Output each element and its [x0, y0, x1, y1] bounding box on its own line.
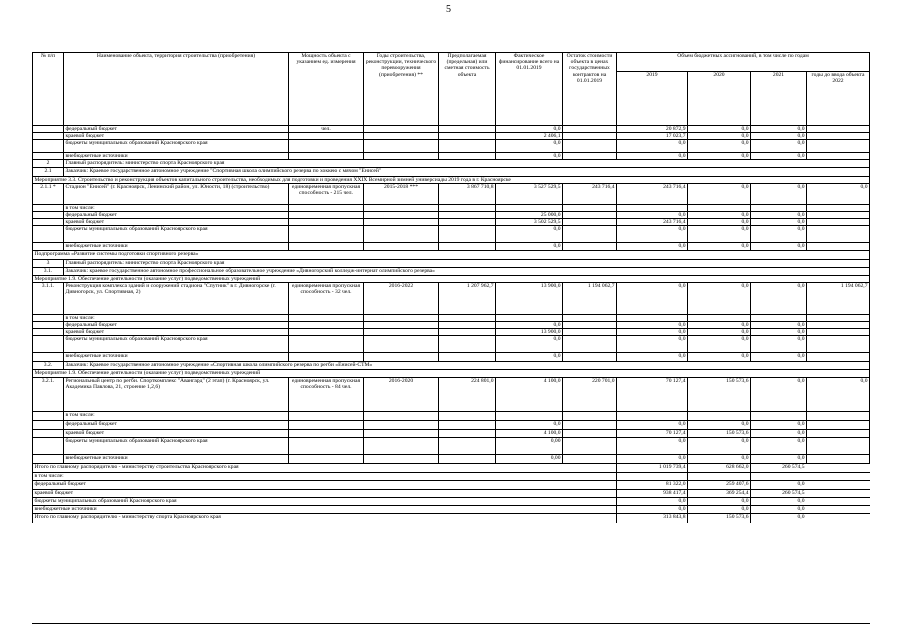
- cell-col-5: 0,0: [495, 140, 562, 152]
- header-group: Объем бюджетных ассигнований, в том числе по годам: [616, 53, 870, 72]
- total-2020: 369 254,4: [687, 490, 750, 497]
- cell-col-7: 70 127,4: [616, 378, 687, 411]
- cell-col-5: 0,0: [495, 226, 562, 242]
- table-row: [32, 472, 870, 480]
- cell-col-3: [363, 455, 438, 463]
- cell-col-4: [438, 430, 495, 437]
- cell-col-3: [363, 438, 438, 454]
- cell-col-5: 0,0: [495, 126, 562, 132]
- cell-col-2: [288, 336, 363, 352]
- cell-col-2: [288, 140, 363, 152]
- header-years: Годы строительства, реконструкции, технического перевооружения (приобретения) **: [363, 53, 438, 125]
- cell-col-2: единовременная пропускная способность - 215 чел.: [288, 184, 363, 204]
- table-row: [32, 420, 870, 429]
- cell-col-4: 3 867 710,8: [438, 184, 495, 204]
- cell-col-7: 0,0: [616, 226, 687, 242]
- row-span-text: Главный распорядитель: министерство спорта Красноярского края: [63, 160, 870, 167]
- cell-col-1: краевой бюджет: [63, 329, 288, 335]
- cell-col-9: 0,0: [750, 153, 806, 159]
- total-2019: [616, 473, 687, 480]
- table-row: [32, 489, 870, 497]
- cell-col-9: 0,0: [750, 336, 806, 352]
- cell-col-10: [806, 430, 870, 437]
- cell-num: 3: [32, 260, 63, 267]
- cell-col-10: [806, 421, 870, 429]
- row-full-text: Подпрограмма «Развитие системы подготовки спортивного резерва»: [32, 251, 870, 259]
- cell-col-10: [806, 226, 870, 242]
- cell-col-1: Реконструкция комплекса зданий и сооружений стадиона "Спутник" в г. Дивногорске (г. Дивногорск, ул. Спортивная, 2): [63, 283, 288, 314]
- cell-col-0: 3.2.1.: [32, 378, 63, 411]
- cell-col-8: 0,0: [687, 329, 750, 335]
- cell-col-0: [32, 140, 63, 152]
- cell-col-1: в том числе:: [63, 205, 288, 211]
- cell-col-10: [806, 140, 870, 152]
- cell-col-5: [495, 412, 562, 420]
- cell-col-6: [562, 421, 616, 429]
- cell-col-1: федеральный бюджет: [63, 322, 288, 328]
- cell-col-2: [288, 430, 363, 437]
- row-full-text: Мероприятие 1.9. Обеспечение деятельности (оказание услуг) подведомственных учреждений: [32, 370, 870, 377]
- total-label: внебюджетные источники: [32, 506, 616, 513]
- cell-col-3: 2016-2020: [363, 378, 438, 411]
- table-row: [32, 183, 870, 204]
- header-name: Наименование объекта, территория строительства (приобретения): [63, 53, 288, 125]
- total-2020: 0,0: [687, 498, 750, 505]
- cell-col-1: Региональный центр по регби. Спорткомплекс "Авангард" (2 этап) (г. Красноярск, ул. Академика Павлова, 21, строение 1,2,6): [63, 378, 288, 411]
- cell-col-9: 0,0: [750, 421, 806, 429]
- table-row: [32, 267, 870, 275]
- cell-col-9: 0,0: [750, 184, 806, 204]
- cell-col-8: 0,0: [687, 353, 750, 361]
- cell-col-10: [806, 438, 870, 454]
- cell-col-4: [438, 412, 495, 420]
- cell-col-3: 2016-2022: [363, 283, 438, 314]
- cell-col-7: 0,0: [616, 336, 687, 352]
- cell-col-1: в том числе:: [63, 315, 288, 321]
- cell-col-9: 0,0: [750, 430, 806, 437]
- cell-col-5: 0,0: [495, 421, 562, 429]
- cell-col-10: 1 194 062,7: [806, 283, 870, 314]
- total-2020: [687, 473, 750, 480]
- cell-col-2: [288, 438, 363, 454]
- cell-col-10: [806, 455, 870, 463]
- cell-col-7: 243 716,4: [616, 219, 687, 225]
- total-2020: 628 662,0: [687, 464, 750, 472]
- cell-col-0: [32, 412, 63, 420]
- cell-col-4: [438, 243, 495, 250]
- cell-col-4: [438, 140, 495, 152]
- cell-col-7: 17 023,7: [616, 133, 687, 139]
- total-2019: 1 019 739,4: [616, 464, 687, 472]
- header-2020: 2020: [687, 72, 750, 126]
- cell-col-9: 0,0: [750, 322, 806, 328]
- table-row: [32, 454, 870, 463]
- table-row: [32, 282, 870, 314]
- cell-col-6: 220 701,0: [562, 378, 616, 411]
- budget-table: [32, 52, 870, 624]
- cell-col-1: в том числе:: [63, 412, 288, 420]
- cell-col-7: 70 127,4: [616, 430, 687, 437]
- cell-num: 2.1: [32, 168, 63, 176]
- cell-col-2: [288, 353, 363, 361]
- cell-col-0: [32, 438, 63, 454]
- cell-col-5: 13 900,0: [495, 329, 562, 335]
- cell-col-7: 0,0: [616, 455, 687, 463]
- cell-col-1: внебюджетные источники: [63, 353, 288, 361]
- cell-col-3: [363, 353, 438, 361]
- cell-col-7: 20 872,9: [616, 126, 687, 132]
- table-row: [32, 204, 870, 211]
- cell-col-8: [687, 412, 750, 420]
- cell-col-10: [806, 336, 870, 352]
- cell-col-7: 0,0: [616, 329, 687, 335]
- cell-col-1: федеральный бюджет: [63, 421, 288, 429]
- row-span-text: Заказчик: Краевое государственное автономное учреждение «Спортивная школа олимпийского резерва по регби «Енисей-СТМ»: [63, 362, 870, 369]
- cell-col-1: краевой бюджет: [63, 430, 288, 437]
- cell-col-8: 0,0: [687, 283, 750, 314]
- table-row: [32, 176, 870, 183]
- cell-col-0: [32, 226, 63, 242]
- cell-col-1: бюджеты муниципальных образований Красноярского края: [63, 140, 288, 152]
- cell-col-1: бюджеты муниципальных образований Красноярского края: [63, 226, 288, 242]
- page-number: 5: [446, 4, 451, 15]
- cell-col-4: [438, 455, 495, 463]
- cell-col-6: 1 194 062,7: [562, 283, 616, 314]
- cell-col-2: [288, 243, 363, 250]
- cell-col-8: 0,0: [687, 336, 750, 352]
- table-row: [32, 218, 870, 225]
- cell-col-9: 0,0: [750, 283, 806, 314]
- row-full-text: Мероприятие 1.9. Обеспечение деятельности (оказание услуг) подведомственных учреждений: [32, 276, 870, 282]
- cell-col-5: 2 406,1: [495, 133, 562, 139]
- table-row: [32, 321, 870, 328]
- cell-col-6: [562, 455, 616, 463]
- table-row: [32, 152, 870, 159]
- cell-col-3: [363, 421, 438, 429]
- cell-col-1: бюджеты муниципальных образований Красноярского края: [63, 438, 288, 454]
- total-label: в том числе:: [32, 473, 616, 480]
- cell-col-7: 0,0: [616, 243, 687, 250]
- cell-col-4: [438, 226, 495, 242]
- cell-col-0: 2.1.1 *: [32, 184, 63, 204]
- table-row: [32, 225, 870, 242]
- table-row: [32, 513, 870, 523]
- table-row: [32, 411, 870, 420]
- table-row: [32, 335, 870, 352]
- cell-num: 3.2.: [32, 362, 63, 369]
- total-label: краевой бюджет: [32, 490, 616, 497]
- cell-col-8: 0,0: [687, 219, 750, 225]
- cell-col-7: 0,0: [616, 353, 687, 361]
- header-2019: 2019: [616, 72, 687, 126]
- total-2021: 0,0: [750, 506, 806, 513]
- table-row: [32, 242, 870, 250]
- table-row: [32, 352, 870, 361]
- cell-col-2: чел.: [288, 126, 363, 132]
- cell-col-7: 0,0: [616, 212, 687, 218]
- table-bottom-border: [32, 623, 870, 624]
- cell-col-0: [32, 353, 63, 361]
- table-row: [32, 139, 870, 152]
- header-until-commissioning: [806, 72, 870, 126]
- header-until-label: годы до ввода объекта: [811, 72, 865, 78]
- cell-col-1: федеральный бюджет: [63, 126, 288, 132]
- cell-col-3: [363, 412, 438, 420]
- cell-col-2: единовременная пропускная способность - 84 чел.: [288, 378, 363, 411]
- cell-col-4: [438, 353, 495, 361]
- cell-col-2: [288, 421, 363, 429]
- cell-col-7: 0,0: [616, 283, 687, 314]
- cell-col-1: внебюджетные источники: [63, 243, 288, 250]
- cell-col-2: [288, 226, 363, 242]
- cell-col-6: [562, 140, 616, 152]
- cell-col-2: [288, 412, 363, 420]
- cell-col-0: [32, 336, 63, 352]
- cell-col-3: 2015-2018 ***: [363, 184, 438, 204]
- cell-col-8: 0,0: [687, 226, 750, 242]
- cell-col-7: 0,0: [616, 322, 687, 328]
- cell-col-9: 0,0: [750, 378, 806, 411]
- cell-col-1: краевой бюджет: [63, 219, 288, 225]
- cell-col-8: 0,0: [687, 243, 750, 250]
- total-2021: 260 574,5: [750, 464, 806, 472]
- cell-col-8: 150 573,6: [687, 378, 750, 411]
- cell-col-8: 150 573,6: [687, 430, 750, 437]
- cell-col-6: [562, 243, 616, 250]
- table-row: [32, 505, 870, 513]
- table-row: [32, 480, 870, 489]
- cell-col-5: 4 100,0: [495, 430, 562, 437]
- cell-col-4: [438, 438, 495, 454]
- cell-col-1: Стадион "Енисей" (г. Красноярск, Ленинский район, ул. Юности, 18) (строительство): [63, 184, 288, 204]
- cell-col-3: [363, 336, 438, 352]
- cell-col-4: [438, 336, 495, 352]
- table-row: [32, 497, 870, 505]
- total-2021: 0,0: [750, 481, 806, 489]
- cell-col-8: 0,0: [687, 438, 750, 454]
- table-row: [32, 125, 870, 132]
- total-label: федеральный бюджет: [32, 481, 616, 489]
- cell-col-5: 0,00: [495, 455, 562, 463]
- total-2019: 313 843,8: [616, 514, 687, 523]
- cell-col-6: 243 716,4: [562, 184, 616, 204]
- header-2021: 2021: [750, 72, 806, 126]
- table-row: [32, 211, 870, 218]
- cell-col-6: [562, 353, 616, 361]
- cell-col-7: 0,0: [616, 438, 687, 454]
- cell-col-4: 224 801,0: [438, 378, 495, 411]
- total-2021: 0,0: [750, 498, 806, 505]
- cell-col-6: [562, 412, 616, 420]
- table-row: [32, 159, 870, 167]
- cell-col-1: федеральный бюджет: [63, 212, 288, 218]
- cell-col-8: 0,0: [687, 455, 750, 463]
- cell-num: 3.1.: [32, 268, 63, 275]
- table-row: [32, 361, 870, 369]
- header-actual: Фактическое финансирование всего на 01.01.2019: [495, 53, 562, 125]
- cell-col-8: 0,0: [687, 153, 750, 159]
- cell-col-8: 0,0: [687, 421, 750, 429]
- total-2020: 0,0: [687, 506, 750, 513]
- cell-col-6: [562, 336, 616, 352]
- total-2021: 0,0: [750, 514, 806, 523]
- cell-col-7: [616, 412, 687, 420]
- table-row: [32, 250, 870, 259]
- cell-col-3: [363, 140, 438, 152]
- total-label: бюджеты муниципальных образований Красноярского края: [32, 498, 616, 505]
- cell-col-9: 0,0: [750, 140, 806, 152]
- total-2019: 938 417,4: [616, 490, 687, 497]
- table-row: [32, 429, 870, 437]
- header-num: № п/п: [32, 53, 63, 125]
- row-span-text: Главный распорядитель: министерство спорта Красноярского края: [63, 260, 870, 267]
- row-full-text: Мероприятие 3.3. Строительство и реконструкция объектов капитального строительства, необходимых для подготовки и проведения XXIX Всемирной зимней универсиады 2019 года в г. Красноярске: [32, 177, 870, 183]
- cell-col-1: краевой бюджет: [63, 133, 288, 139]
- table-row: [32, 275, 870, 282]
- cell-col-5: 0,0: [495, 153, 562, 159]
- cell-col-5: 13 900,0: [495, 283, 562, 314]
- cell-col-0: [32, 243, 63, 250]
- total-label: Итого по главному распорядителю - министерству спорта Красноярского края: [32, 514, 616, 523]
- cell-col-10: [806, 412, 870, 420]
- table-row: [32, 377, 870, 411]
- cell-col-2: единовременная пропускная способность - 32 чел.: [288, 283, 363, 314]
- cell-col-8: 0,0: [687, 140, 750, 152]
- cell-col-1: внебюджетные источники: [63, 153, 288, 159]
- cell-col-9: 0,0: [750, 438, 806, 454]
- cell-col-6: [562, 226, 616, 242]
- total-2021: [750, 473, 806, 480]
- cell-col-10: 0,0: [806, 184, 870, 204]
- total-2021: 260 574,5: [750, 490, 806, 497]
- cell-num: 2: [32, 160, 63, 167]
- cell-col-2: [288, 455, 363, 463]
- cell-col-9: 0,0: [750, 133, 806, 139]
- cell-col-8: 0,0: [687, 184, 750, 204]
- cell-col-7: 0,0: [616, 421, 687, 429]
- cell-col-6: [562, 430, 616, 437]
- cell-col-7: 0,0: [616, 140, 687, 152]
- row-span-text: Заказчик: Краевое государственное автономное учреждение "Спортивная школа олимпийского резерва по хоккею с мячом "Енисей": [63, 168, 870, 176]
- cell-col-5: 3 502 529,5: [495, 219, 562, 225]
- cell-col-5: 0,0: [495, 243, 562, 250]
- cell-col-5: 4 100,0: [495, 378, 562, 411]
- cell-col-9: [750, 412, 806, 420]
- cell-col-5: 25 000,0: [495, 212, 562, 218]
- table-row: [32, 437, 870, 454]
- header-cost: Предполагаемая (предельная) или сметная стоимость объекта: [438, 53, 495, 125]
- total-label: Итого по главному распорядителю - министерству строительства Красноярского края: [32, 464, 616, 472]
- cell-col-8: 0,0: [687, 133, 750, 139]
- total-2019: 81 322,0: [616, 481, 687, 489]
- table-row: [32, 328, 870, 335]
- cell-col-9: 0,0: [750, 226, 806, 242]
- table-row: [32, 463, 870, 472]
- row-span-text: Заказчик: краевое государственное автономное профессиональное образовательное учреждение «Дивногорский колледж-интернат олимпийского резерва»: [63, 268, 870, 275]
- cell-col-0: [32, 421, 63, 429]
- cell-col-7: 243 716,4: [616, 184, 687, 204]
- total-2020: 259 407,6: [687, 481, 750, 489]
- cell-col-10: 0,0: [806, 378, 870, 411]
- cell-col-5: 0,00: [495, 438, 562, 454]
- cell-col-9: 0,0: [750, 212, 806, 218]
- table-row: [32, 167, 870, 176]
- header-capacity: Мощность объекта с указанием ед. измерения: [288, 53, 363, 125]
- total-2019: 0,0: [616, 506, 687, 513]
- table-row: [32, 259, 870, 267]
- cell-col-0: [32, 430, 63, 437]
- cell-col-9: 0,0: [750, 455, 806, 463]
- cell-col-9: 0,0: [750, 353, 806, 361]
- total-2019: 0,0: [616, 498, 687, 505]
- header-remaining: Остаток стоимости объекта в ценах государственных контрактов на 01.01.2019: [562, 53, 616, 125]
- cell-col-0: [32, 455, 63, 463]
- cell-col-9: 0,0: [750, 126, 806, 132]
- cell-col-0: 3.1.1.: [32, 283, 63, 314]
- cell-col-10: [806, 243, 870, 250]
- cell-col-1: внебюджетные источники: [63, 455, 288, 463]
- cell-col-5: 0,0: [495, 336, 562, 352]
- cell-col-8: 0,0: [687, 322, 750, 328]
- cell-col-5: 3 527 529,5: [495, 184, 562, 204]
- cell-col-9: 0,0: [750, 243, 806, 250]
- cell-col-8: 0,0: [687, 126, 750, 132]
- cell-col-9: 0,0: [750, 219, 806, 225]
- cell-col-6: [562, 438, 616, 454]
- cell-col-3: [363, 430, 438, 437]
- cell-col-8: 0,0: [687, 212, 750, 218]
- cell-col-5: 0,0: [495, 353, 562, 361]
- cell-col-1: бюджеты муниципальных образований Красноярского края: [63, 336, 288, 352]
- table-row: [32, 369, 870, 377]
- cell-col-3: [363, 226, 438, 242]
- total-2020: 150 573,6: [687, 514, 750, 523]
- cell-col-5: 0,0: [495, 322, 562, 328]
- cell-col-7: 0,0: [616, 153, 687, 159]
- cell-col-10: [806, 353, 870, 361]
- cell-col-3: [363, 243, 438, 250]
- header-2022: 2022: [832, 78, 844, 85]
- table-row: [32, 132, 870, 139]
- table-row: [32, 314, 870, 321]
- table-header: [32, 52, 870, 125]
- cell-col-4: [438, 421, 495, 429]
- cell-col-9: 0,0: [750, 329, 806, 335]
- cell-col-4: 1 207 962,7: [438, 283, 495, 314]
